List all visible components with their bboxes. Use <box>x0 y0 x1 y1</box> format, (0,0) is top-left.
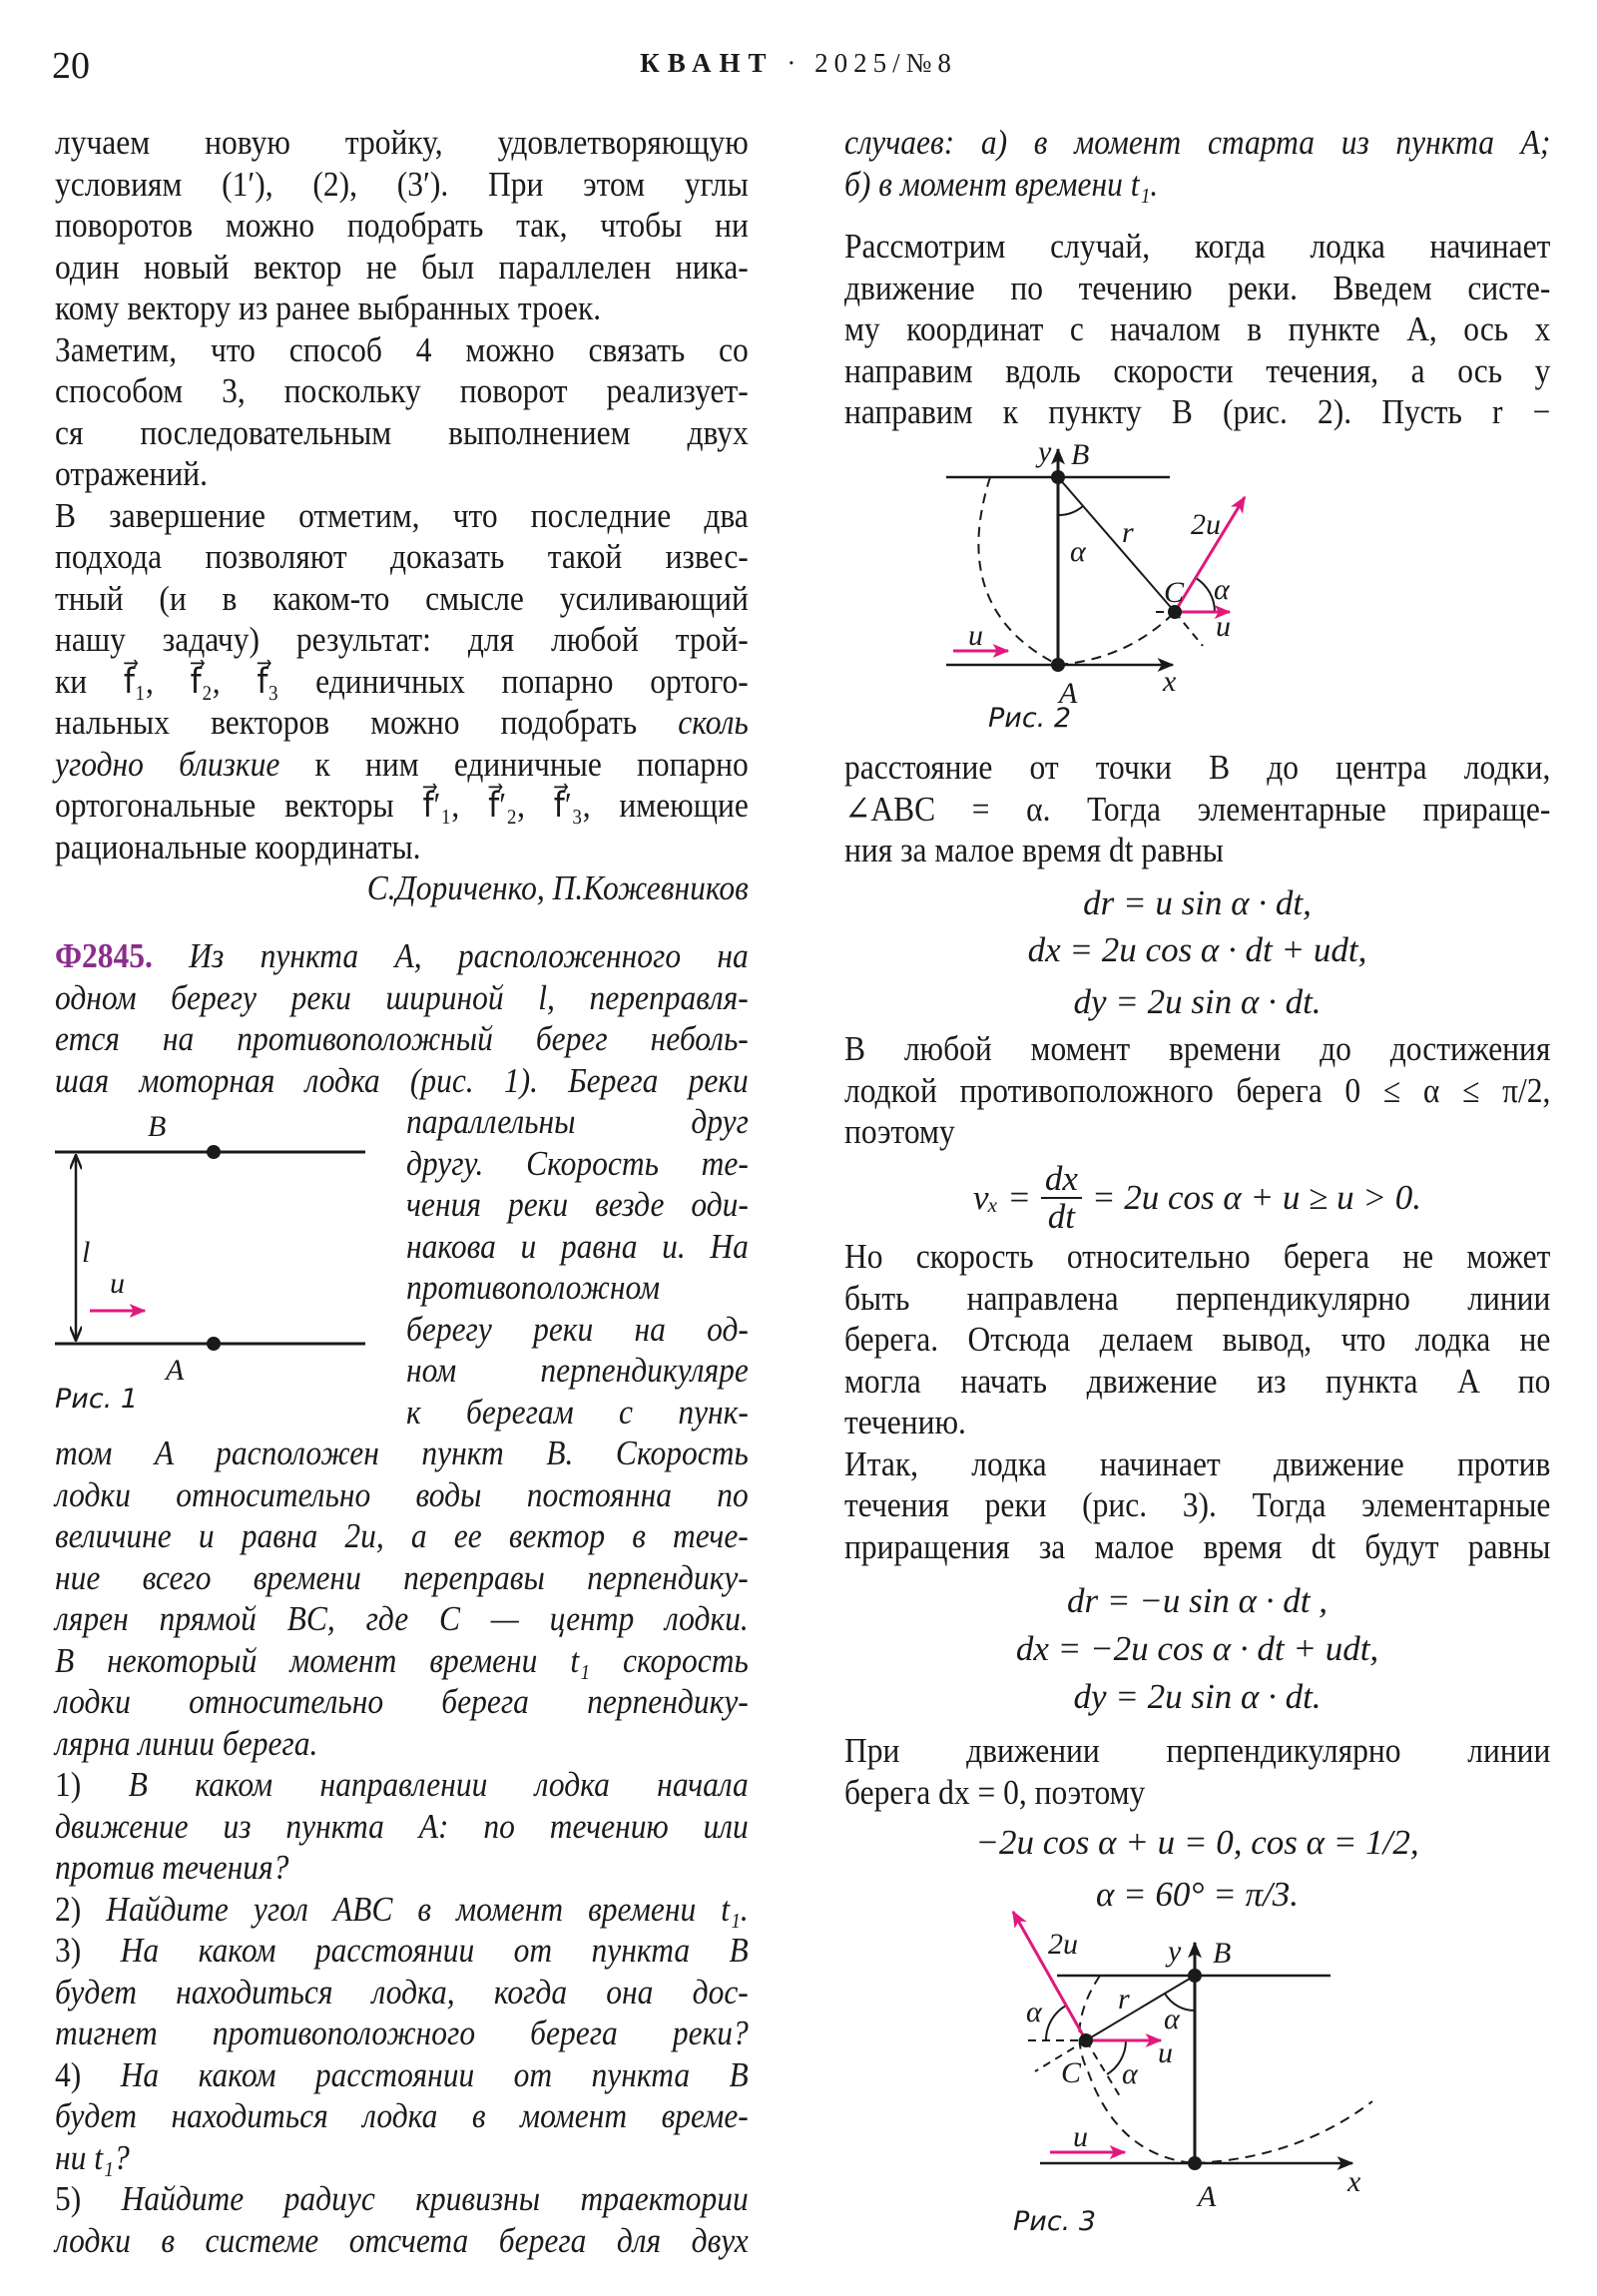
text-segment: 3) <box>55 1931 82 1970</box>
text-line: накова и равна u. На <box>406 1226 749 1266</box>
equation-dx-2: dx = −2u cos α · dt + udt, <box>1015 1629 1379 1668</box>
text-line: движение из пункта A: по течению или <box>55 1806 749 1846</box>
label-alpha-c: α <box>1214 573 1230 606</box>
point-c <box>1079 2033 1093 2047</box>
text-line: лодки в системе отсчета берега для двух <box>55 2220 749 2260</box>
text-segment: На каком расстоянии от пункта B <box>81 2054 749 2094</box>
label-2u: 2u <box>1048 1928 1078 1961</box>
text-segment: На каком расстоянии от пункта B <box>81 1931 749 1970</box>
text-line: ортогональные векторы f⃗′₁, f⃗′₂, f⃗′₃, имеющие <box>55 786 749 825</box>
text-segment: сколь <box>678 703 749 742</box>
figure-1-caption: Рис. 1 <box>55 1384 139 1415</box>
text-line: тный (и в каком-то смысле усиливающий <box>55 578 749 618</box>
label-alpha-b: α <box>1164 2003 1180 2035</box>
label-c: C <box>1061 2056 1082 2089</box>
text-line: расстояние от точки B до центра лодки, <box>844 748 1551 787</box>
text-line: ся последовательным выполнением двух <box>55 412 749 452</box>
text-line: берегу реки на од- <box>406 1309 749 1349</box>
point-a <box>1188 2156 1202 2170</box>
label-alpha-c-lower: α <box>1122 2057 1138 2090</box>
text-line: рациональные координаты. <box>55 827 421 866</box>
text-segment: С.Дориченко, П.Кожевников <box>366 868 749 907</box>
label-b: B <box>1213 1937 1232 1970</box>
text-segment: к ним единичные попарно <box>279 744 749 784</box>
text-line: лодкой противоположного берега 0 ≤ α ≤ π/2, <box>844 1070 1551 1110</box>
label-l: l <box>82 1236 91 1269</box>
text-segment: 1) <box>55 1765 82 1804</box>
text-line: отражений. <box>55 454 208 493</box>
text-line: течению. <box>844 1403 966 1441</box>
header-separator: · <box>787 48 802 78</box>
figure-3 <box>1013 1912 1372 2237</box>
label-r: r <box>1118 1983 1130 2015</box>
angle-arc-c <box>1196 578 1215 612</box>
text-line: б) в момент времени t₁. <box>844 164 1159 204</box>
text-line: При движении перпендикулярно линии <box>844 1731 1551 1770</box>
text-segment: Найдите угол ABC в момент времени t₁. <box>81 1889 749 1929</box>
text-line: поворотов можно подобрать так, чтобы ни <box>55 206 749 245</box>
text-line: поэтому <box>844 1112 955 1151</box>
text-line: кому вектору из ранее выбранных троек. <box>55 288 602 327</box>
text-line: подхода позволяют доказать такой извес- <box>55 537 749 576</box>
label-x: x <box>1163 665 1177 698</box>
point-b <box>207 1145 221 1159</box>
text-line: ни t₁? <box>55 2137 130 2177</box>
text-line: течения реки (рис. 3). Тогда элементарные <box>844 1485 1551 1524</box>
equation-dy-2: dy = 2u sin α · dt. <box>1073 1677 1322 1716</box>
text-line: В любой момент времени до достижения <box>844 1029 1551 1068</box>
label-x: x <box>1347 2165 1361 2198</box>
angle-arc-c-upper <box>1046 2006 1066 2040</box>
label-c: C <box>1164 576 1185 609</box>
text-line: случаев: а) в момент старта из пункта A; <box>844 123 1551 162</box>
label-alpha-b: α <box>1070 535 1086 568</box>
text-line: параллельны друг <box>406 1102 749 1141</box>
trajectory-continuation-dashed <box>1195 2101 1372 2163</box>
text-line: В завершение отметим, что последние два <box>55 495 749 535</box>
figure-3-caption: Рис. 3 <box>1013 2206 1097 2237</box>
text-line: могла начать движение из пункта A по <box>844 1361 1551 1401</box>
label-b: B <box>1071 438 1090 471</box>
text-line: ние всего времени переправы перпендику- <box>55 1557 749 1597</box>
text-line: му координат с началом в пункте A, ось x <box>844 309 1551 348</box>
text-line: противоположном <box>406 1268 661 1307</box>
figure-2 <box>946 435 1245 734</box>
text-segment: 4) <box>55 2054 82 2094</box>
text-line: способом 3, поскольку поворот реализует- <box>55 371 749 410</box>
equation-dr-1: dr = u sin α · dt, <box>1083 883 1312 922</box>
text-line: против течения? <box>55 1848 289 1887</box>
label-u-flow: u <box>1073 2120 1088 2153</box>
point-b <box>1051 470 1065 484</box>
text-line: берега. Отсюда делаем вывод, что лодка не <box>844 1320 1551 1359</box>
label-a: A <box>1059 677 1078 710</box>
text-line: условиям (1′), (2), (3′). При этом углы <box>55 164 749 204</box>
text-line: тигнет противоположного берега реки? <box>55 2013 749 2052</box>
problem-number: Ф2845. <box>55 936 153 975</box>
text-segment: Найдите радиус кривизны траектории <box>81 2179 749 2218</box>
text-line: ется на противоположный берег неболь- <box>55 1019 749 1058</box>
vx-lhs: vₓ = <box>973 1178 1031 1217</box>
label-a: A <box>166 1354 185 1387</box>
text-line: Но скорость относительно берега не может <box>844 1237 1551 1276</box>
label-u-at-c: u <box>1158 2036 1173 2069</box>
text-line: Итак, лодка начинает движение против <box>844 1443 1551 1483</box>
text-line: будет находиться лодка в момент време- <box>55 2096 749 2135</box>
label-alpha-c-upper: α <box>1026 1996 1042 2028</box>
text-line: ния за малое время dt равны <box>844 831 1224 869</box>
label-r: r <box>1122 516 1134 549</box>
text-line: ки f⃗₁, f⃗₂, f⃗₃ единичных попарно ортого- <box>55 661 749 701</box>
text-line: направим к пункту B (рис. 2). Пусть r − <box>844 392 1551 431</box>
label-y: y <box>1168 1935 1182 1968</box>
text-line: быть направлена перпендикулярно линии <box>844 1278 1551 1318</box>
text-line: Заметим, что способ 4 можно связать со <box>55 329 749 369</box>
equation-dx-1: dx = 2u cos α · dt + udt, <box>1027 930 1367 969</box>
equation-dr-2: dr = −u sin α · dt , <box>1066 1581 1329 1620</box>
label-y: y <box>1038 435 1052 468</box>
point-b <box>1188 1969 1202 1983</box>
text-line: другу. Скорость те- <box>406 1143 749 1183</box>
text-line: лодки относительно воды постоянна по <box>55 1474 749 1514</box>
text-line: величине и равна 2u, а ее вектор в тече- <box>55 1516 749 1555</box>
label-2u: 2u <box>1191 508 1221 541</box>
circle-arc-dashed <box>978 477 1058 665</box>
text-line: В некоторый момент времени t₁ скорость <box>55 1640 749 1680</box>
text-segment: 2) <box>55 1889 82 1929</box>
label-u-flow: u <box>968 619 983 652</box>
text-line: нашу задачу) результат: для любой трой- <box>55 620 749 659</box>
label-b: B <box>148 1110 167 1143</box>
label-a: A <box>1198 2180 1217 2213</box>
text-line: берега dx = 0, поэтому <box>844 1772 1146 1812</box>
text-line: к берегам с пунк- <box>406 1392 749 1432</box>
text-line: ном перпендикуляре <box>406 1351 749 1390</box>
figure-1 <box>55 1110 365 1415</box>
text-line: том A расположен пункт B. Скорость <box>55 1434 749 1472</box>
text-line: Рассмотрим случай, когда лодка начинает <box>844 227 1551 266</box>
text-line: лучаем новую тройку, удовлетворяющую <box>55 123 749 162</box>
text-line: лодки относительно берега перпендику- <box>55 1682 749 1721</box>
figure-2-caption: Рис. 2 <box>988 703 1072 734</box>
point-a <box>1051 658 1065 672</box>
text-line: направим вдоль скорости течения, а ось y <box>844 350 1551 390</box>
text-segment: Из пункта A, расположенного на <box>152 936 749 975</box>
equation-alpha-value: α = 60° = π/3. <box>1095 1875 1300 1914</box>
issue-number: 2025/№8 <box>814 48 957 78</box>
magazine-name: КВАНТ <box>640 48 775 78</box>
label-u-at-c: u <box>1216 610 1231 643</box>
page-number: 20 <box>52 45 90 87</box>
point-a <box>207 1337 221 1351</box>
text-line: чения реки везде оди- <box>406 1185 749 1224</box>
fraction-numerator: dx <box>1041 1161 1082 1199</box>
text-line: лярен прямой BC, где C — центр лодки. <box>55 1599 749 1638</box>
text-segment: угодно близкие <box>55 744 280 784</box>
label-u: u <box>110 1267 125 1300</box>
text-line: будет находиться лодка, когда она дос- <box>55 1972 749 2011</box>
equation-cos-alpha: −2u cos α + u = 0, cos α = 1/2, <box>975 1823 1419 1862</box>
text-line: одном берегу реки шириной l, переправля- <box>55 977 749 1017</box>
text-line: движение по течению реки. Введем систе- <box>844 268 1551 307</box>
trajectory-dashed <box>1058 612 1175 665</box>
text-segment: нальных векторов можно подобрать <box>55 703 679 742</box>
text-line: один новый вектор не был параллелен ника- <box>55 247 749 287</box>
vx-rhs: = 2u cos α + u ≥ u > 0. <box>1091 1178 1421 1217</box>
text-line: ∠ABC = α. Тогда элементарные прираще- <box>844 789 1551 829</box>
text-line: лярна линии берега. <box>55 1723 318 1763</box>
angle-arc-b <box>1058 506 1083 515</box>
text-line: шая моторная лодка (рис. 1). Берега реки <box>55 1060 749 1100</box>
text-segment: В каком направлении лодка начала <box>81 1765 749 1804</box>
fraction-denominator: dt <box>1047 1197 1075 1236</box>
text-line: приращения за малое время dt будут равны <box>844 1526 1551 1566</box>
text-segment: 5) <box>55 2179 82 2218</box>
equation-dy-1: dy = 2u sin α · dt. <box>1073 982 1322 1021</box>
